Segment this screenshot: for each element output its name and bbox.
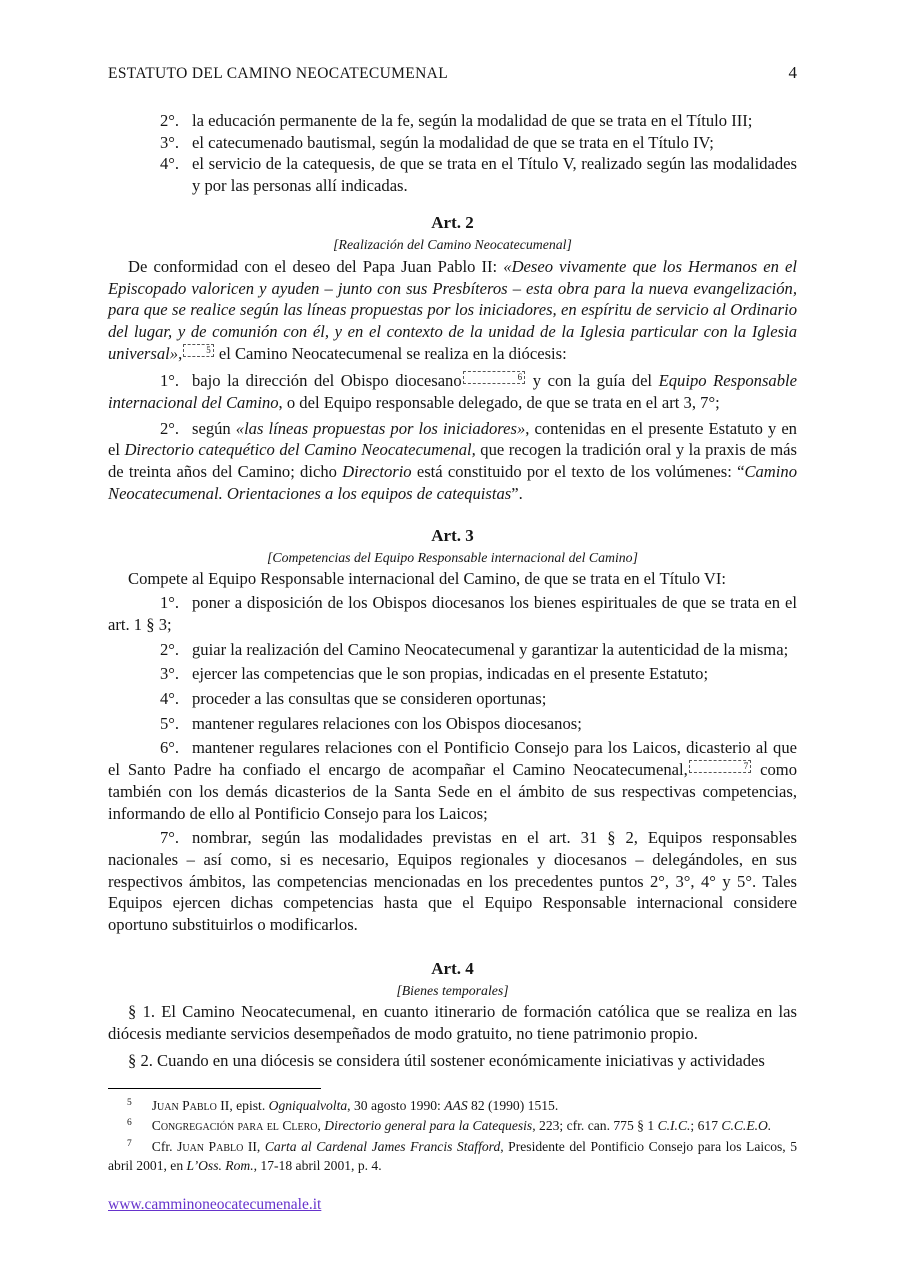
- article-2: [108, 212, 797, 505]
- text-run: nombrar, según las modalidades previstas en el art. 31 § 2, Equipos responsables nacionales – así como, si es necesario, Equipos regionales y diocesanos – delegándoles, en sus respectivos ámbitos, las competencias mencionadas en los precedentes puntos 2°, 3°, 4° y 5°. Tales Equipos ejercen dichas competencias hasta que el Equipo Responsable internacional considere oportuno substituirlos o modificarlos.: [108, 828, 797, 935]
- list-item-number: 2°.: [160, 111, 180, 130]
- paragraph: [108, 256, 797, 365]
- text-run: poner a disposición de los Obispos diocesanos los bienes espirituales de que se trata en el art. 1 § 3;: [108, 593, 797, 634]
- text-run: «Deseo vivamente que los Hermanos en el Episcopado valoricen y ayuden – junto con sus Presbíteros – esta obra para la nueva evangelización, para que se realice según las líneas propuestas por los iniciadores, en espíritu de servicio al Ordinario del lugar, y de comunión con él, y en el contexto de la unidad de la Iglesia particular con la Iglesia universal»: [108, 256, 797, 363]
- text-run: C.C.E.O.: [721, 1118, 772, 1134]
- text-run: ejercer las competencias que le son propias, indicadas en el presente Estatuto;: [192, 664, 709, 684]
- page-content: [108, 106, 797, 1175]
- article-subtitle: [Realización del Camino Neocatecumenal]: [333, 236, 572, 252]
- text-run: el Camino Neocatecumenal se realiza en la diócesis:: [214, 343, 567, 363]
- text-run: Directorio: [342, 462, 412, 482]
- text-run: ,: [256, 1138, 265, 1154]
- footnote: [108, 1116, 797, 1135]
- paragraph: [108, 1050, 797, 1072]
- text-run: como también con los demás dicasterios de la Santa Sede en el ámbito de sus respectivas competencias, informando de ello al Pontificio Consejo para los Laicos;: [108, 760, 798, 823]
- list-item: [108, 132, 797, 154]
- text-run: 2°.: [160, 639, 180, 659]
- text-run: ; 617: [690, 1118, 722, 1134]
- numbered-paragraph: [108, 713, 797, 735]
- text-run: 4°.: [160, 689, 180, 709]
- document-title: ESTATUTO DEL CAMINO NEOCATECUMENAL: [108, 65, 449, 82]
- numbered-paragraph: [108, 827, 797, 936]
- list-item: [108, 153, 797, 196]
- article-title: Art. 4: [431, 958, 474, 978]
- footnote-separator: [108, 1088, 321, 1089]
- text-run: AAS: [444, 1097, 468, 1113]
- footnote-ref-7[interactable]: 7: [689, 760, 752, 773]
- text-run: , o del Equipo responsable delegado, de que se trata en el art 3, 7°;: [278, 393, 720, 413]
- footnote-text: [152, 1118, 772, 1133]
- numbered-paragraph: [108, 688, 797, 710]
- footnote-number: 6: [127, 1118, 132, 1129]
- footnote: [108, 1096, 797, 1115]
- text-run: De conformidad con el deseo del Papa Juan Pablo II:: [128, 256, 504, 276]
- text-run: Cfr.: [151, 1138, 178, 1154]
- numbered-paragraph: [108, 418, 797, 505]
- text-run: , epist.: [229, 1097, 269, 1113]
- text-run: , 30 agosto 1990:: [347, 1097, 445, 1113]
- numbered-paragraph: [108, 663, 797, 685]
- text-run: bajo la dirección del Obispo diocesano: [192, 371, 462, 391]
- text-run: ,: [178, 343, 183, 363]
- article-3: [108, 525, 797, 936]
- text-run: § 2. Cuando en una diócesis se considera útil sostener económicamente iniciativas y actividades: [128, 1051, 765, 1071]
- text-run: que recogen la tradición oral y la praxis de más de treinta años del Camino; dicho: [108, 440, 797, 482]
- numbered-paragraph: [108, 639, 797, 661]
- footnote-ref-6[interactable]: 6: [463, 371, 526, 384]
- text-run: ,: [317, 1118, 325, 1134]
- text-run: y con la guía del: [526, 371, 659, 391]
- numbered-paragraph: [108, 592, 797, 635]
- text-run: 7°.: [160, 828, 180, 848]
- numbered-paragraph: [108, 737, 797, 824]
- article-4: [108, 958, 797, 1072]
- text-run: Juan Pablo II: [151, 1097, 230, 1113]
- text-run: Equipo Responsable internacional del Camino: [108, 371, 797, 413]
- page-footer: [108, 1196, 321, 1214]
- list-item-text: el catecumenado bautismal, según la modalidad de que se trata en el Título IV;: [192, 132, 714, 152]
- text-run: proceder a las consultas que se consideren oportunas;: [192, 689, 547, 709]
- text-run: Compete al Equipo Responsable internacional del Camino, de que se trata en el Título VI:: [128, 568, 726, 588]
- text-run: 2°.: [160, 418, 180, 438]
- footnote: [108, 1137, 797, 1176]
- article-subtitle: [Competencias del Equipo Responsable internacional del Camino]: [267, 549, 638, 565]
- text-run: § 1. El Camino Neocatecumenal, en cuanto itinerario de formación católica que se realiza en las diócesis mediante servicios desempeñados de modo gratuito, no tiene patrimonio propio.: [108, 1001, 797, 1043]
- text-run: Ogniqualvolta: [268, 1097, 348, 1113]
- text-run: Directorio general para la Catequesis: [324, 1118, 533, 1134]
- numbered-paragraph: [108, 370, 797, 413]
- text-run: 82 (1990) 1515.: [467, 1097, 559, 1113]
- footnote-number: 7: [127, 1138, 132, 1149]
- article-title: Art. 3: [431, 525, 474, 545]
- text-run: 1°.: [160, 371, 180, 391]
- list-item-text: el servicio de la catequesis, de que se trata en el Título V, realizado según las modalidades y por las personas allí indicadas.: [192, 154, 797, 196]
- text-run: Congregación para el Clero: [151, 1118, 318, 1134]
- footnotes-section: [108, 1088, 797, 1175]
- footnote-ref-5[interactable]: 5: [183, 344, 214, 357]
- list-item-number: 3°.: [160, 132, 180, 152]
- running-header: [108, 63, 797, 83]
- footnote-number: 5: [127, 1097, 132, 1108]
- text-run: C.I.C.: [657, 1118, 691, 1134]
- text-run: 3°.: [160, 664, 180, 684]
- text-run: 1°.: [160, 593, 180, 613]
- text-run: Directorio catequético del Camino Neocatecumenal,: [124, 440, 476, 460]
- text-run: está constituido por el texto de los volúmenes: “: [411, 462, 745, 482]
- paragraph: [108, 568, 797, 590]
- list-item: [108, 110, 797, 132]
- website-link[interactable]: www.camminoneocatecumenale.it: [108, 1196, 322, 1213]
- footnote-text: [152, 1098, 559, 1113]
- list-item-text: la educación permanente de la fe, según la modalidad de que se trata en el Título III;: [192, 111, 753, 130]
- text-run: 5°.: [160, 713, 180, 733]
- text-run: mantener regulares relaciones con los Obispos diocesanos;: [192, 713, 582, 733]
- text-run: , Presidente del Pontificio Consejo para los Laicos, 5 abril 2001, en: [108, 1138, 798, 1173]
- text-run: guiar la realización del Camino Neocatecumenal y garantizar la autenticidad de la misma;: [192, 639, 789, 659]
- intro-list: [108, 110, 797, 197]
- footnote-text: [108, 1139, 797, 1173]
- text-run: Carta al Cardenal James Francis Stafford: [264, 1138, 501, 1154]
- text-run: ”.: [511, 483, 523, 503]
- text-run: , 17-18 abril 2001, p. 4.: [253, 1157, 382, 1173]
- paragraph: [108, 1001, 797, 1044]
- list-item-number: 4°.: [160, 154, 180, 174]
- text-run: , contenidas en el presente Estatuto y en el: [108, 418, 797, 460]
- article-title: Art. 2: [431, 212, 474, 232]
- text-run: Juan Pablo II: [177, 1138, 257, 1154]
- text-run: 6°.: [160, 738, 180, 758]
- text-run: L’Oss. Rom.: [186, 1157, 254, 1173]
- text-run: «las líneas propuestas por los iniciadores»: [235, 418, 526, 438]
- text-run: según: [192, 418, 236, 438]
- page-number: 4: [788, 63, 797, 82]
- article-subtitle: [Bienes temporales]: [396, 982, 509, 998]
- text-run: Camino Neocatecumenal. Orientaciones a los equipos de catequistas: [108, 462, 797, 503]
- text-run: mantener regulares relaciones con el Pontificio Consejo para los Laicos, dicasterio al que el Santo Padre ha confiado el encargo de acompañar el Camino Neocatecumenal,: [108, 738, 797, 780]
- text-run: , 223; cfr. can. 775 § 1: [532, 1118, 658, 1134]
